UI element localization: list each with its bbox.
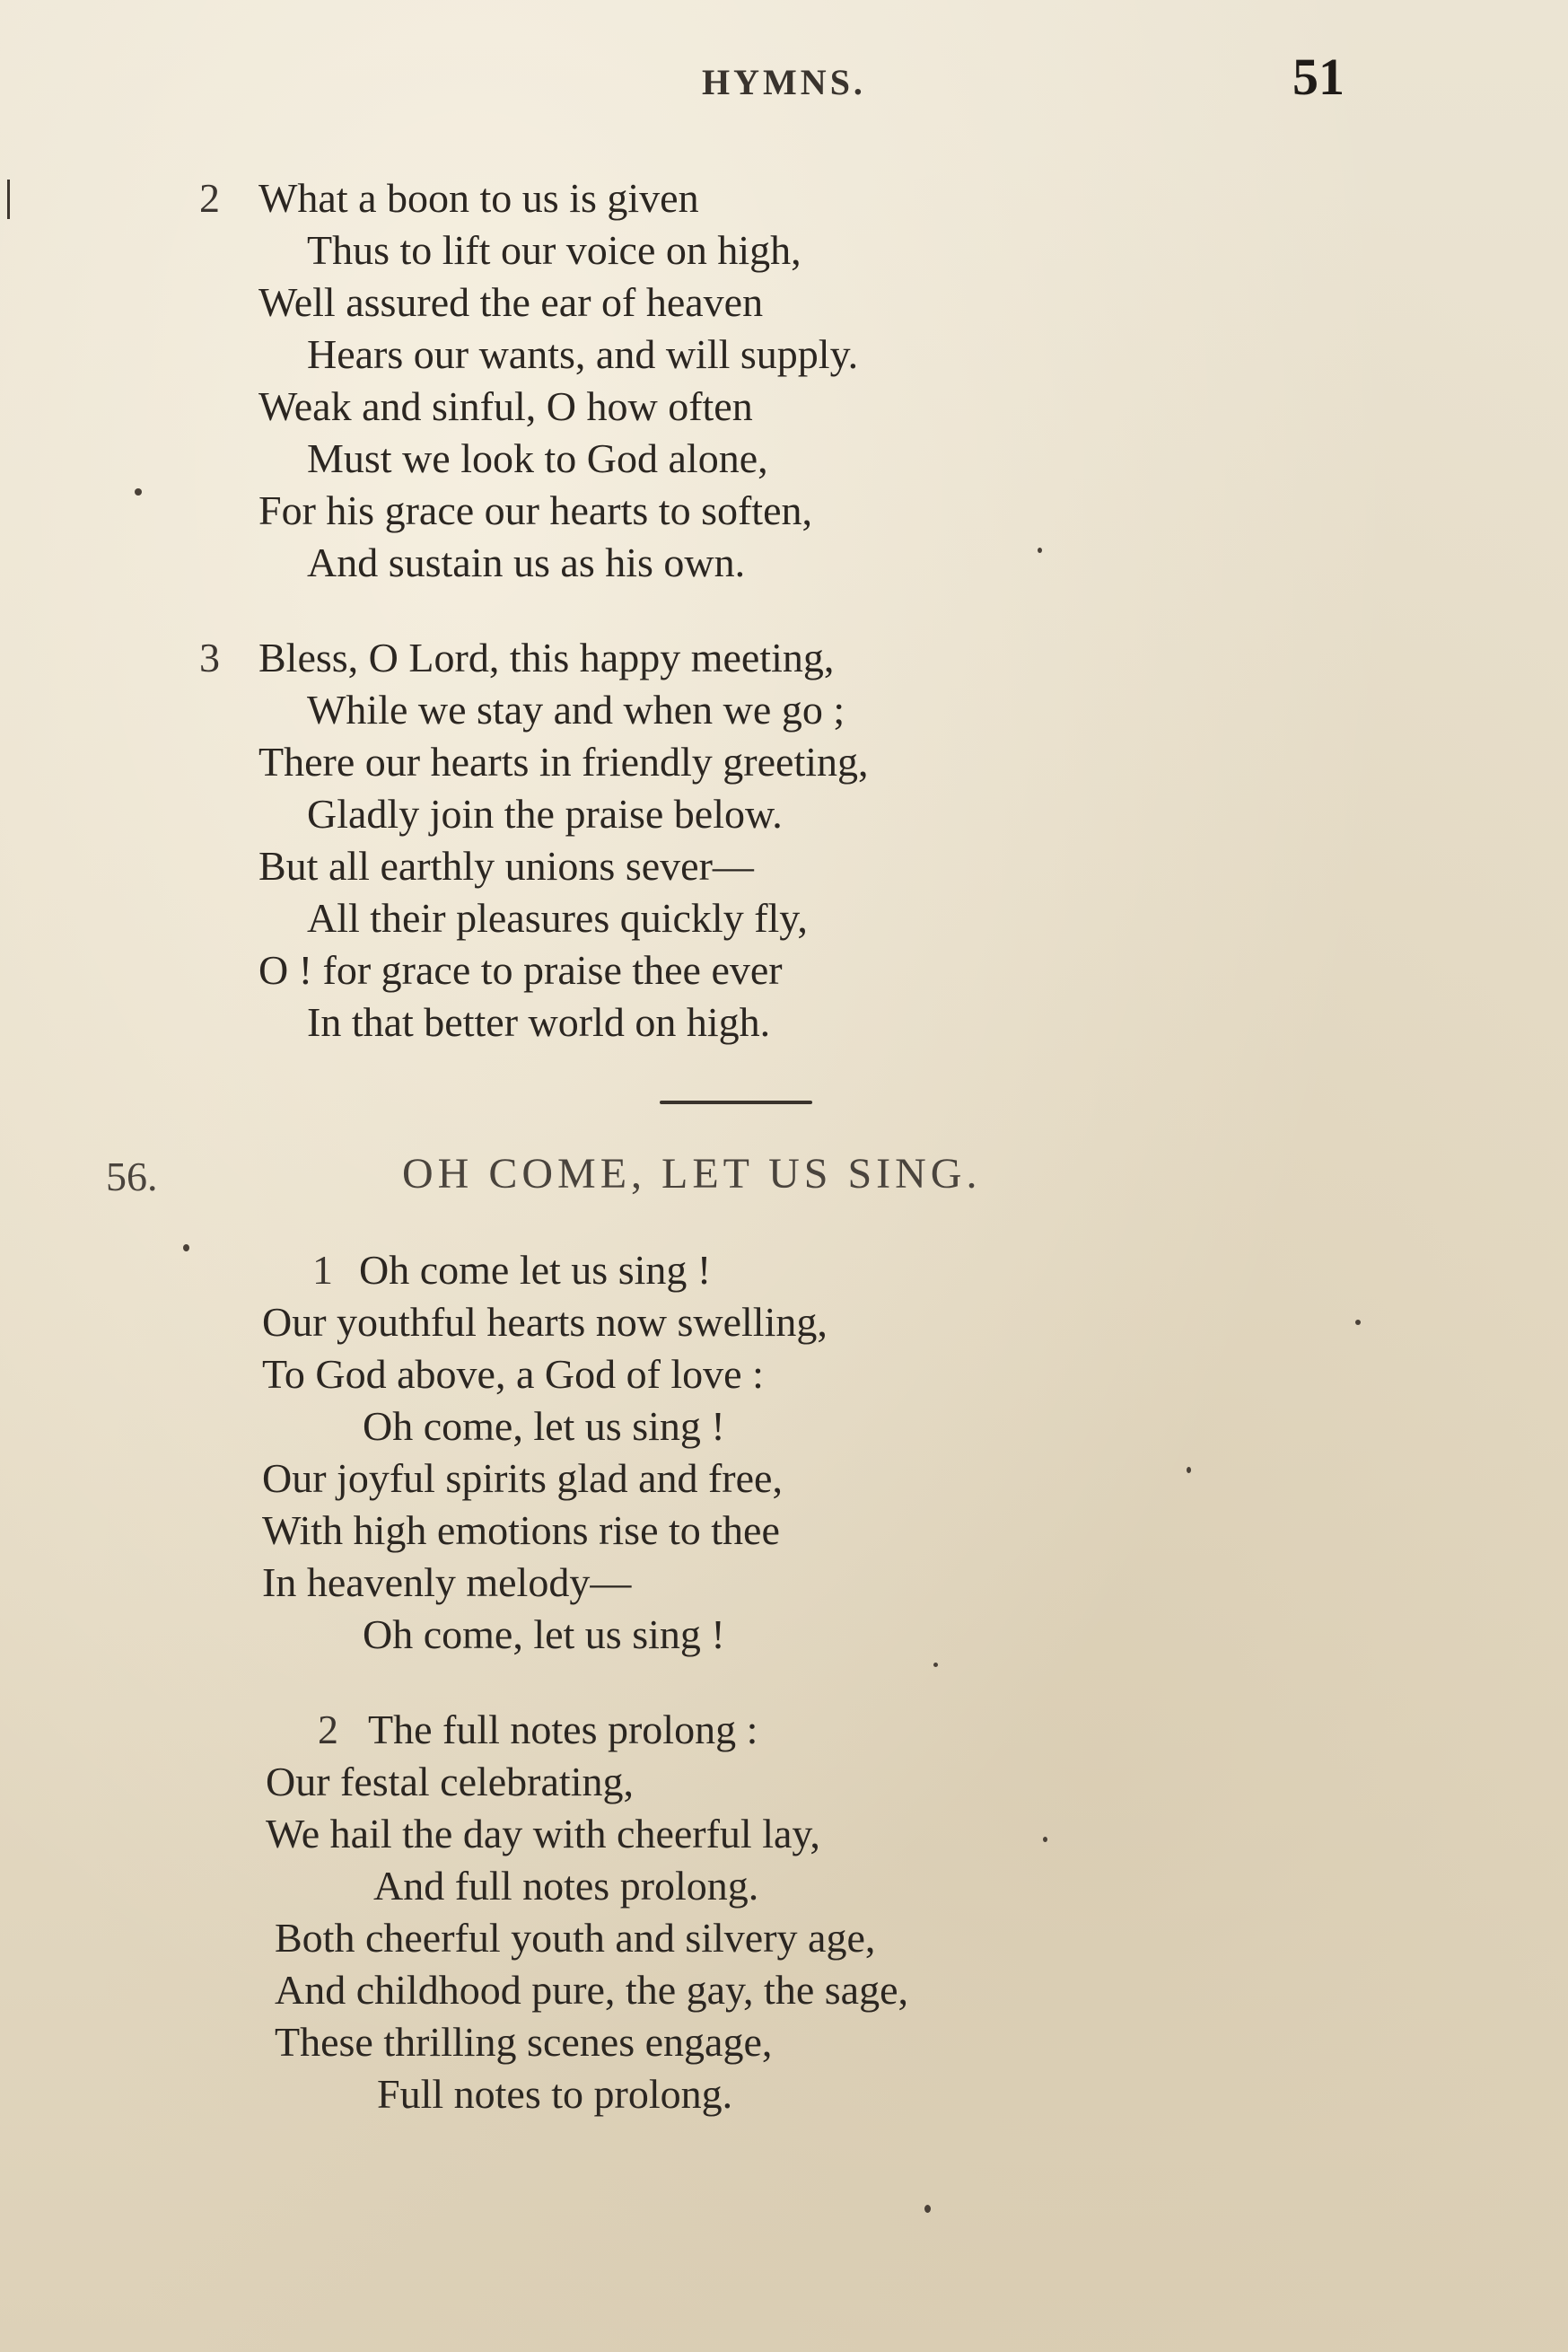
verse-line: But all earthly unions sever— [258,843,754,889]
verse-line: All their pleasures quickly fly, [307,895,808,941]
verse-line: Hears our wants, and will supply. [307,331,859,377]
verse-line: What a boon to us is given [258,175,699,221]
verse-line: Well assured the ear of heaven [258,279,764,325]
verse-line: O ! for grace to praise thee ever [258,947,783,993]
verse-line: Thus to lift our voice on high, [307,227,802,273]
verse-line: To God above, a God of love : [262,1351,764,1397]
verse-line: Oh come, let us sing ! [363,1403,725,1449]
hymn-title: OH COME, LET US SING. [402,1150,982,1198]
section-divider [660,1101,812,1104]
verse-line: Oh come, let us sing ! [363,1611,725,1657]
verse-line: While we stay and when we go ; [307,687,845,733]
stanza-number: 3 [199,635,220,680]
verse-line: And sustain us as his own. [307,540,746,585]
verse-line: Gladly join the praise below. [307,791,783,837]
verse-line: With high emotions rise to thee [262,1507,780,1553]
stanza-number: 1 [312,1247,333,1293]
paper-speck [1187,1467,1191,1473]
paper-speck [135,488,142,496]
verse-line: There our hearts in friendly greeting, [258,739,869,785]
stanza-number: 2 [318,1707,338,1752]
paper-speck [1355,1320,1361,1325]
verse-line: And full notes prolong. [373,1863,759,1909]
verse-line: Must we look to God alone, [307,435,768,481]
verse-line: Our festal celebrating, [266,1759,634,1804]
running-head: HYMNS. [702,62,866,102]
verse-line: Our youthful hearts now swelling, [262,1299,828,1345]
verse-line: And childhood pure, the gay, the sage, [275,1967,908,2013]
hymn-number: 56. [106,1154,158,1199]
verse-line: Oh come let us sing ! [359,1247,712,1293]
paper-speck [924,2205,931,2213]
verse-line: For his grace our hearts to soften, [258,487,813,533]
verse-line: Full notes to prolong. [377,2071,733,2117]
verse-line: We hail the day with cheerful lay, [266,1811,820,1856]
verse-line: In that better world on high. [307,999,771,1045]
margin-mark [7,180,10,219]
paper-speck [1038,548,1042,553]
paper-speck [933,1663,938,1667]
paper-speck [1043,1837,1047,1842]
paper-speck [183,1244,189,1251]
page-number: 51 [1292,48,1345,106]
verse-line: These thrilling scenes engage, [275,2019,773,2065]
verse-line: Weak and sinful, O how often [258,383,753,429]
verse-line: In heavenly melody— [262,1559,632,1605]
verse-line: Our joyful spirits glad and free, [262,1455,783,1501]
verse-line: The full notes prolong : [368,1707,758,1752]
verse-line: Both cheerful youth and silvery age, [275,1915,876,1961]
verse-line: Bless, O Lord, this happy meeting, [258,635,835,680]
stanza-number: 2 [199,175,220,221]
